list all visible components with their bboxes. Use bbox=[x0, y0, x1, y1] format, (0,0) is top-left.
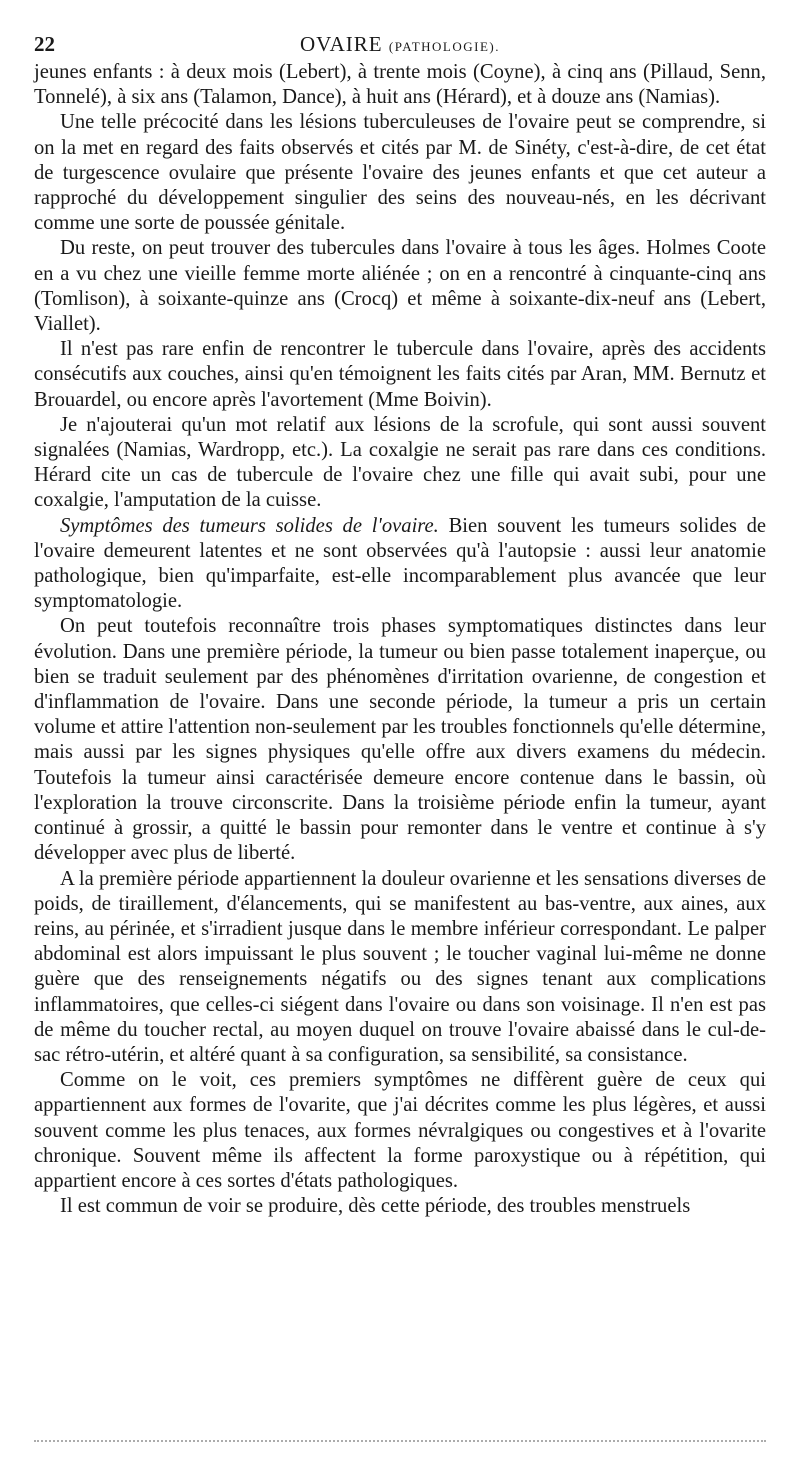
chapter-subtitle: (PATHOLOGIE). bbox=[388, 39, 500, 54]
paragraph bbox=[34, 413, 766, 514]
paragraph bbox=[34, 110, 766, 236]
paragraph bbox=[34, 236, 766, 337]
paragraph-text: On peut toutefois reconnaître trois phases symptomatiques distinctes dans leur évolution. Dans une première période, la tumeur ou bien passe totalement inaperçue, ou bien se traduit seulement par des phénomènes d'irritation ovarienne, de congestion et d'inflammation de l'ovaire. Dans une seconde période, la tumeur a pris un certain volume et attire l'attention non-seulement par les troubles fonctionnels qu'elle détermine, mais aussi par les signes physiques qu'elle offre aux divers examens du médecin. Toutefois la tumeur ainsi caractérisée demeure encore contenue dans le bassin, où l'exploration la trouve circonscrite. Dans la troisième période enfin la tumeur, ayant continué à grossir, a quitté le bassin pour remonter dans le ventre et continue à s'y développer avec plus de liberté. bbox=[34, 615, 766, 865]
paragraph-text: A la première période appartiennent la douleur ovarienne et les sensations diverses de poids, de tiraillement, d'élancements, qui se manifestent au bas-ventre, aux aines, aux reins, au périnée, et s'irradient jusque dans le membre inférieur correspondant. Le palper abdominal est alors impuissant le plus souvent ; le toucher vaginal lui-même ne donne guère que des renseignements négatifs ou des signes tenant aux complications inflammatoires, que celles-ci siégent dans l'ovaire ou dans son voisinage. Il n'en est pas de même du toucher rectal, au moyen duquel on trouve l'ovaire abaissé dans le cul-de-sac rétro-utérin, et altéré quant à sa configuration, sa sensibilité, sa consistance. bbox=[34, 867, 766, 1066]
paragraph bbox=[34, 1068, 766, 1194]
chapter-title: OVAIRE bbox=[300, 32, 383, 56]
paragraph bbox=[34, 514, 766, 615]
paragraph-text: Une telle précocité dans les lésions tuberculeuses de l'ovaire peut se comprendre, si on la met en regard des faits observés et cités par M. de Sinéty, c'est-à-dire, de cet état de turgescence ovulaire que présente l'ovaire des jeunes enfants et que cet auteur a rapproché du développement singulier des seins des nouveau-nés, en les décrivant comme une sorte de poussée génitale. bbox=[34, 111, 766, 235]
body-text bbox=[34, 60, 766, 1219]
paragraph bbox=[34, 614, 766, 866]
paragraph-text: Il n'est pas rare enfin de rencontrer le tubercule dans l'ovaire, après des accidents consécutifs aux couches, ainsi qu'en témoignent les faits cités par Aran, MM. Bernutz et Brouardel, ou encore après l'avortement (Mme Boivin). bbox=[34, 338, 766, 411]
paragraph-text: jeunes enfants : à deux mois (Lebert), à trente mois (Coyne), à cinq ans (Pillaud, Senn, Tonnelé), à six ans (Talamon, Dance), à huit ans (Hérard), et à douze ans (Namias). bbox=[34, 61, 766, 109]
paragraph-text: Bien souvent les tumeurs solides de l'ovaire demeurent latentes et ne sont observées qu'à l'autopsie : aussi leur anatomie pathologique, bien qu'imparfaite, est-elle incomparablement plus avancée que leur symptomatologie. bbox=[34, 514, 767, 613]
section-heading: Symptômes des tumeurs solides de l'ovaire. bbox=[60, 514, 439, 537]
paragraph-text: Du reste, on peut trouver des tubercules dans l'ovaire à tous les âges. Holmes Coote en a vu chez une vieille femme morte aliénée ; on en a rencontré à cinquante-cinq ans (Tomlison), à soixante-quinze ans (Crocq) et même à soixante-dix-neuf ans (Lebert, Viallet). bbox=[34, 237, 766, 336]
running-title bbox=[34, 30, 766, 61]
paragraph-text: Comme on le voit, ces premiers symptômes ne diffèrent guère de ceux qui appartiennent aux formes de l'ovarite, que j'ai décrites comme les plus légères, et aussi souvent comme les plus tenaces, aux formes névralgiques ou congestives et à l'ovarite chronique. Souvent même ils affectent la forme paroxystique ou à répétition, qui appartient encore à ces sortes d'états pathologiques. bbox=[34, 1069, 766, 1192]
paragraph-text: Je n'ajouterai qu'un mot relatif aux lésions de la scrofule, qui sont aussi souvent signalées (Namias, Wardropp, etc.). La coxalgie ne serait pas rare dans ces conditions. Hérard cite un cas de tubercule de l'ovaire chez une fille qui avait subi, pour une coxalgie, l'amputation de la cuisse. bbox=[34, 413, 766, 512]
paragraph bbox=[34, 867, 766, 1069]
page-number: 22 bbox=[34, 32, 55, 56]
paragraph bbox=[34, 337, 766, 413]
running-head bbox=[34, 30, 766, 58]
book-page bbox=[34, 30, 766, 1450]
paragraph-text: Il est commun de voir se produire, dès cette période, des troubles menstruels bbox=[60, 1195, 691, 1218]
bottom-divider bbox=[34, 1440, 766, 1442]
paragraph bbox=[34, 60, 766, 110]
paragraph bbox=[34, 1194, 766, 1219]
